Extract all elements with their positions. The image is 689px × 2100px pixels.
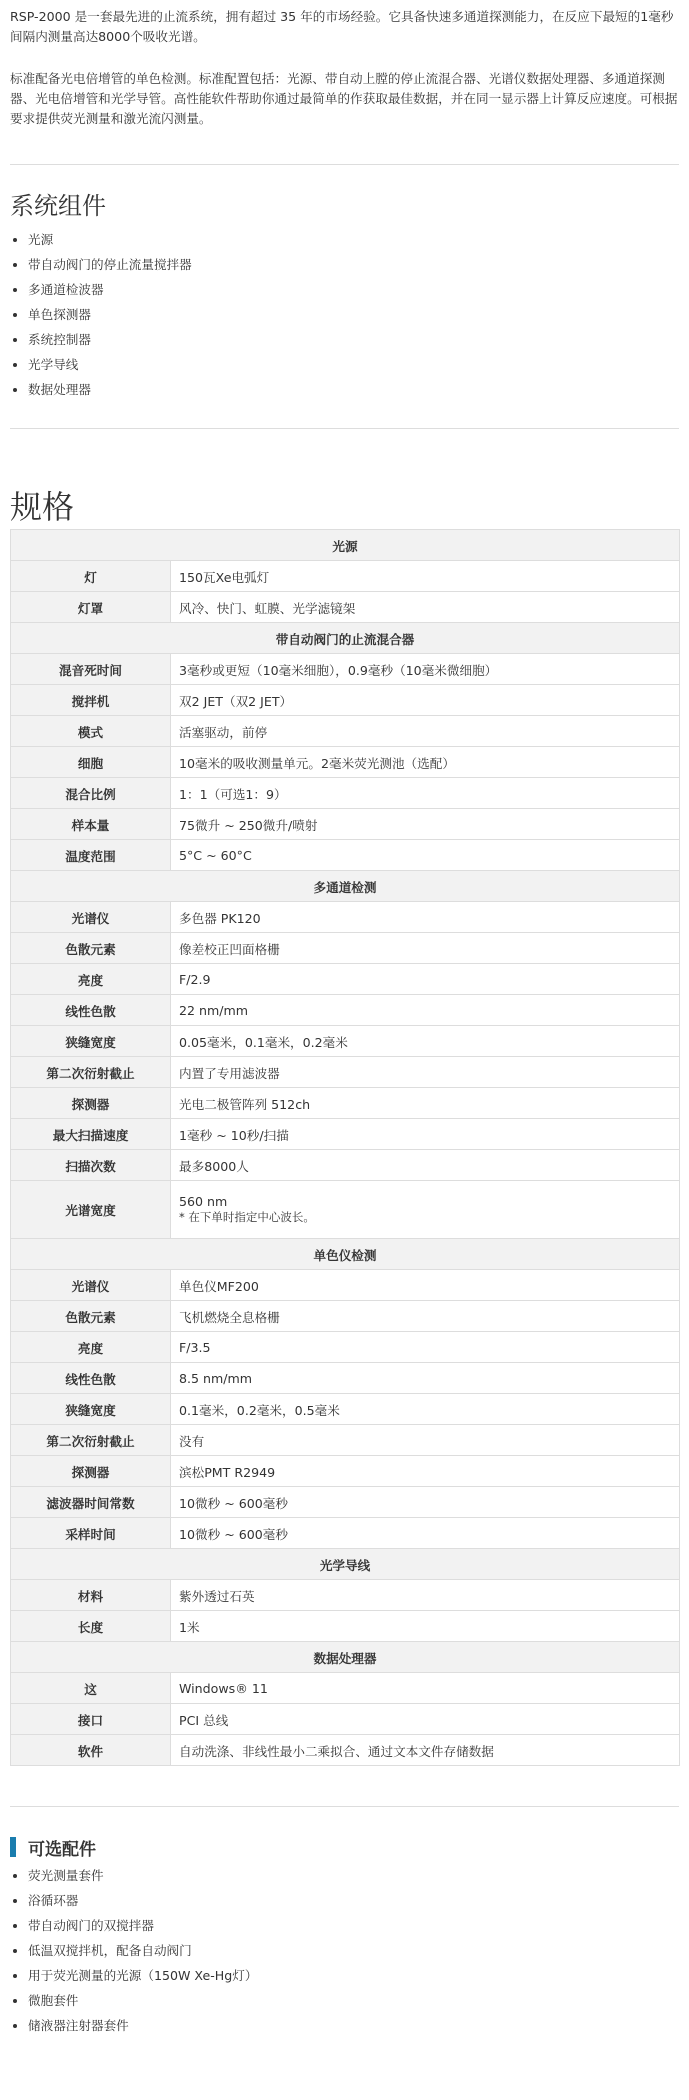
table-row (11, 1394, 680, 1425)
spec-key: 细胞 (11, 747, 171, 778)
table-row (11, 778, 680, 809)
spec-value: 1毫秒 ~ 10秒/扫描 (179, 1127, 289, 1143)
spec-group-header: 光学导线 (11, 1549, 680, 1580)
table-row (11, 1057, 680, 1088)
spec-value: 自动洗涤、非线性最小二乘拟合、通过文本文件存储数据 (179, 1743, 494, 1759)
table-row (11, 1150, 680, 1181)
spec-key: 光谱仪 (11, 902, 171, 933)
spec-value: 飞机燃烧全息格栅 (179, 1309, 280, 1325)
spec-key: 狭缝宽度 (11, 1026, 171, 1057)
spec-key: 混音死时间 (11, 654, 171, 685)
spec-value-cell (171, 1150, 680, 1181)
table-row (11, 1332, 680, 1363)
table-row (11, 716, 680, 747)
spec-value: 像差校正凹面格栅 (179, 941, 280, 957)
spec-value-cell (171, 716, 680, 747)
list-item: • 多通道检波器 (28, 277, 679, 302)
spec-value: 0.05毫米，0.1毫米，0.2毫米 (179, 1034, 348, 1050)
spec-key: 最大扫描速度 (11, 1119, 171, 1150)
spec-value-cell (171, 1456, 680, 1487)
spec-value: 75微升 ~ 250微升/喷射 (179, 817, 318, 833)
spec-value-cell (171, 1735, 680, 1766)
spec-key: 色散元素 (11, 1301, 171, 1332)
table-row (11, 995, 680, 1026)
spec-key: 狭缝宽度 (11, 1394, 171, 1425)
table-row (11, 1026, 680, 1057)
spec-value-cell (171, 1518, 680, 1549)
spec-group-header: 带自动阀门的止流混合器 (11, 623, 680, 654)
spec-value: 22 nm/mm (179, 1002, 249, 1018)
spec-value-cell (171, 1270, 680, 1301)
spec-group-header-row (11, 1642, 680, 1673)
spec-value-cell (171, 592, 680, 623)
spec-value-cell (171, 840, 680, 871)
table-row (11, 1518, 680, 1549)
spec-key: 滤波器时间常数 (11, 1487, 171, 1518)
spec-key: 材料 (11, 1580, 171, 1611)
spec-value-cell (171, 1394, 680, 1425)
spec-heading: 规格 (10, 488, 75, 526)
spec-key: 采样时间 (11, 1518, 171, 1549)
spec-value-cell (171, 1088, 680, 1119)
table-row (11, 747, 680, 778)
spec-key: 线性色散 (11, 995, 171, 1026)
spec-value: PCI 总线 (179, 1712, 229, 1728)
spec-value-cell (171, 1363, 680, 1394)
spec-value-cell (171, 1026, 680, 1057)
list-item: • 荧光测量套件 (28, 1863, 679, 1888)
spec-value: 560 nm (179, 1194, 228, 1209)
table-row (11, 902, 680, 933)
spec-value-cell (171, 1332, 680, 1363)
spec-value: 风冷、快门、虹膜、光学滤镜架 (179, 600, 356, 616)
spec-value-cell (171, 1181, 680, 1239)
spec-value-cell (171, 1704, 680, 1735)
spec-key: 色散元素 (11, 933, 171, 964)
table-row (11, 685, 680, 716)
spec-key: 这 (11, 1673, 171, 1704)
spec-value-cell (171, 654, 680, 685)
table-row (11, 1704, 680, 1735)
spec-group-header-row (11, 530, 680, 561)
spec-value-cell (171, 933, 680, 964)
spec-key: 探测器 (11, 1456, 171, 1487)
spec-key: 灯 (11, 561, 171, 592)
table-row (11, 933, 680, 964)
spec-value: 0.1毫米，0.2毫米，0.5毫米 (179, 1402, 340, 1418)
spec-table (10, 529, 680, 1766)
spec-value: F/3.5 (179, 1339, 211, 1355)
list-item: • 微胞套件 (28, 1988, 679, 2013)
table-row (11, 592, 680, 623)
spec-value-cell (171, 561, 680, 592)
spec-key: 软件 (11, 1735, 171, 1766)
spec-value-cell (171, 902, 680, 933)
table-row (11, 964, 680, 995)
spec-key: 亮度 (11, 964, 171, 995)
spec-value-cell (171, 747, 680, 778)
spec-value: 内置了专用滤波器 (179, 1065, 280, 1081)
table-row (11, 1088, 680, 1119)
spec-value: 单色仪MF200 (179, 1278, 259, 1294)
spec-value: 1米 (179, 1619, 200, 1635)
spec-value-cell (171, 1425, 680, 1456)
spec-value-cell (171, 1301, 680, 1332)
spec-value-cell (171, 1580, 680, 1611)
spec-value-cell (171, 1057, 680, 1088)
table-row (11, 1425, 680, 1456)
spec-value: 3毫秒或更短（10毫米细胞），0.9毫秒（10毫米微细胞） (179, 662, 498, 678)
spec-value: Windows® 11 (179, 1680, 268, 1696)
table-row (11, 1181, 680, 1239)
list-item: • 储液器注射器套件 (28, 2013, 679, 2038)
list-item: • 光学导线 (28, 352, 679, 377)
spec-value-cell (171, 685, 680, 716)
options-heading-text: 可选配件 (28, 1839, 96, 1860)
spec-group-header-row (11, 1549, 680, 1580)
table-row (11, 809, 680, 840)
spec-value-cell (171, 778, 680, 809)
components-list (10, 227, 679, 402)
spec-value: 150瓦Xe电弧灯 (179, 569, 270, 585)
list-item: • 光源 (28, 227, 679, 252)
table-row (11, 1456, 680, 1487)
spec-value: 最多8000人 (179, 1158, 249, 1174)
spec-group-header: 数据处理器 (11, 1642, 680, 1673)
list-item: • 低温双搅拌机，配备自动阀门 (28, 1938, 679, 1963)
spec-value: 10微秒 ~ 600毫秒 (179, 1526, 288, 1542)
spec-group-header: 多通道检测 (11, 871, 680, 902)
spec-value: 光电二极管阵列 512ch (179, 1096, 311, 1112)
spec-note: * 在下单时指定中心波长。 (179, 1210, 315, 1224)
table-row (11, 1580, 680, 1611)
spec-value: 活塞驱动，前停 (179, 724, 268, 740)
spec-key: 长度 (11, 1611, 171, 1642)
spec-key: 灯罩 (11, 592, 171, 623)
list-item: • 用于荧光测量的光源（150W Xe-Hg灯） (28, 1963, 679, 1988)
spec-group-header-row (11, 623, 680, 654)
spec-value-cell (171, 1119, 680, 1150)
spec-key: 第二次衍射截止 (11, 1425, 171, 1456)
spec-key: 扫描次数 (11, 1150, 171, 1181)
list-item: • 数据处理器 (28, 377, 679, 402)
spec-key: 线性色散 (11, 1363, 171, 1394)
table-row (11, 1487, 680, 1518)
spec-key: 混合比例 (11, 778, 171, 809)
table-row (11, 1301, 680, 1332)
table-row (11, 1119, 680, 1150)
spec-key: 模式 (11, 716, 171, 747)
components-heading: 系统组件 (10, 192, 106, 220)
table-row (11, 1673, 680, 1704)
spec-value: 双2 JET（双2 JET） (179, 693, 293, 709)
intro-paragraph-2: 标准配备光电倍增管的单色检测。标准配置包括：光源、带自动上膛的停止流混合器、光谱仪数据处理器、多通道探测器、光电倍增管和光学导管。高性能软件帮助你通过最简单的作获取最佳数据，并在同一显示器上计算反应速度。可根据要求提供荧光测量和激光流闪测量。 (10, 71, 678, 126)
spec-value-cell (171, 995, 680, 1026)
spec-value: 紫外透过石英 (179, 1588, 255, 1604)
spec-value: 1：1（可选1：9） (179, 786, 287, 802)
spec-group-header-row (11, 1239, 680, 1270)
spec-value: F/2.9 (179, 971, 211, 987)
list-item: • 带自动阀门的停止流量搅拌器 (28, 252, 679, 277)
table-row (11, 1270, 680, 1301)
table-row (11, 1611, 680, 1642)
spec-key: 光谱仪 (11, 1270, 171, 1301)
table-row (11, 1363, 680, 1394)
list-item: • 系统控制器 (28, 327, 679, 352)
spec-value: 8.5 nm/mm (179, 1370, 253, 1386)
list-item: • 带自动阀门的双搅拌器 (28, 1913, 679, 1938)
spec-key: 搅拌机 (11, 685, 171, 716)
spec-group-header: 单色仪检测 (11, 1239, 680, 1270)
table-row (11, 840, 680, 871)
spec-value-cell (171, 1673, 680, 1704)
spec-value: 10微秒 ~ 600毫秒 (179, 1495, 288, 1511)
spec-value: 滨松PMT R2949 (179, 1464, 276, 1480)
spec-key: 亮度 (11, 1332, 171, 1363)
spec-value: 没有 (179, 1433, 205, 1449)
spec-group-header: 光源 (11, 530, 680, 561)
spec-value-cell (171, 809, 680, 840)
spec-key: 温度范围 (11, 840, 171, 871)
spec-key: 第二次衍射截止 (11, 1057, 171, 1088)
spec-value-cell (171, 1487, 680, 1518)
spec-key: 探测器 (11, 1088, 171, 1119)
options-heading (10, 1835, 679, 1859)
options-list (10, 1863, 679, 2038)
spec-key: 样本量 (11, 809, 171, 840)
spec-value: 10毫米的吸收测量单元。2毫米荧光测池（选配） (179, 755, 455, 771)
list-item: • 浴循环器 (28, 1888, 679, 1913)
list-item: • 单色探测器 (28, 302, 679, 327)
spec-group-header-row (11, 871, 680, 902)
heading-accent-bar (10, 1837, 16, 1857)
spec-key: 接口 (11, 1704, 171, 1735)
table-row (11, 561, 680, 592)
spec-value: 5°C ~ 60°C (179, 847, 252, 863)
table-row (11, 654, 680, 685)
intro-paragraph-1: RSP-2000 是一套最先进的止流系统，拥有超过 35 年的市场经验。它具备快速多通道探测能力，在反应下最短的1毫秒间隔内测量高达8000个吸收光谱。 (10, 9, 674, 44)
spec-value: 多色器 PK120 (179, 910, 261, 926)
spec-value-cell (171, 1611, 680, 1642)
table-row (11, 1735, 680, 1766)
spec-value-cell (171, 964, 680, 995)
spec-key: 光谱宽度 (11, 1181, 171, 1239)
